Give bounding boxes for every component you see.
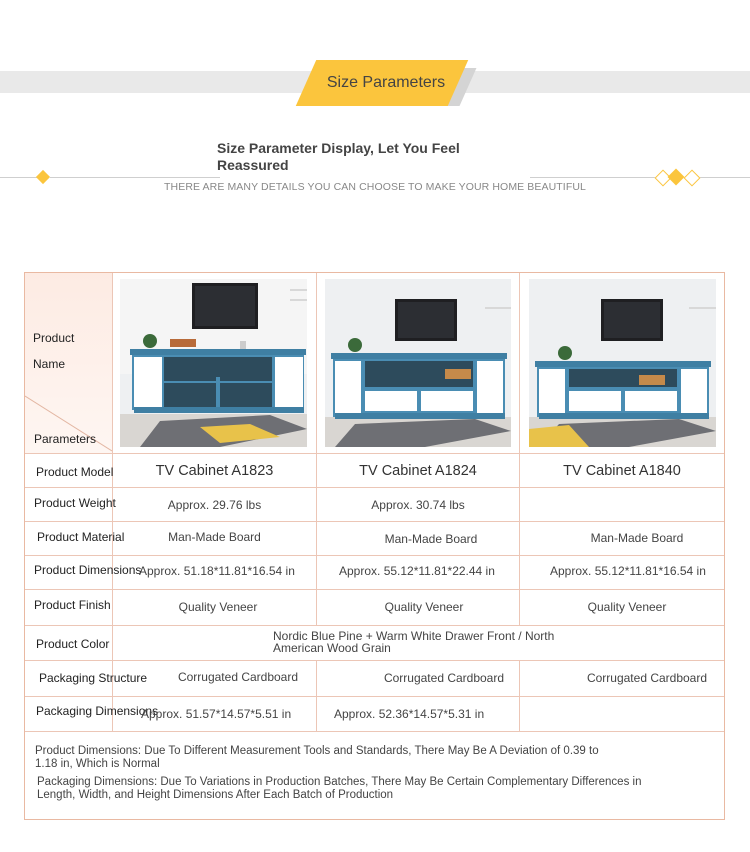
color-value xyxy=(273,630,554,654)
row-divider xyxy=(25,521,724,522)
note-2-line-1: Packaging Dimensions: Due To Variations in Production Batches, There May Be Certain Complementary Differences in xyxy=(37,776,642,788)
product-photo-a1823 xyxy=(120,279,307,447)
row-divider xyxy=(25,625,724,626)
row-divider xyxy=(25,660,724,661)
dimensions-a1823: Approx. 51.18*11.81*16.54 in xyxy=(139,564,295,578)
product-photo-a1824 xyxy=(325,279,511,447)
packaging-dimensions-a1824: Approx. 52.36*14.57*5.31 in xyxy=(334,707,485,721)
label-product-finish: Product Finish xyxy=(34,598,111,612)
color-value-line-1: Nordic Blue Pine + Warm White Drawer Front / North xyxy=(273,629,555,643)
packaging-a1824: Corrugated Cardboard xyxy=(383,671,505,685)
note-2-line-2: Length, Width, and Height Dimensions After Each Batch of Production xyxy=(37,789,394,801)
note-product-dimensions xyxy=(35,745,695,771)
model-a1823: TV Cabinet A1823 xyxy=(155,463,274,479)
tagline: THERE ARE MANY DETAILS YOU CAN CHOOSE TO MAKE YOUR HOME BEAUTIFUL xyxy=(164,181,586,193)
left-divider xyxy=(0,177,40,178)
row-divider xyxy=(25,589,724,590)
label-packaging-structure: Packaging Structure xyxy=(39,671,148,685)
corner-parameters: Parameters xyxy=(34,432,97,446)
corner-product: Product xyxy=(33,331,75,345)
finish-a1840: Quality Veneer xyxy=(587,600,667,614)
row-divider xyxy=(25,555,724,556)
row-divider xyxy=(25,696,724,697)
right-divider xyxy=(530,177,655,178)
subtitle-line-2: Reassured xyxy=(217,157,289,173)
model-a1824: TV Cabinet A1824 xyxy=(359,463,477,479)
label-product-material: Product Material xyxy=(37,530,125,544)
label-product-model: Product Model xyxy=(36,465,114,479)
material-a1824: Man-Made Board xyxy=(384,532,478,546)
size-parameter-table xyxy=(24,272,725,820)
finish-a1823: Quality Veneer xyxy=(178,600,258,614)
packaging-dimensions-a1823: Approx. 51.57*14.57*5.51 in xyxy=(141,707,292,721)
row-divider xyxy=(25,731,724,732)
model-a1840: TV Cabinet A1840 xyxy=(563,463,681,479)
material-a1840: Man-Made Board xyxy=(590,531,684,545)
note-1-line-2: 1.18 in, Which is Normal xyxy=(35,758,160,770)
note-1-line-1: Product Dimensions: Due To Different Measurement Tools and Standards, There May Be A Deviation of 0.39 to xyxy=(35,745,599,757)
row-divider xyxy=(25,487,724,488)
row-divider xyxy=(25,453,724,454)
label-product-weight: Product Weight xyxy=(34,496,116,510)
dimensions-a1840: Approx. 55.12*11.81*16.54 in xyxy=(550,564,706,578)
product-photo-a1840 xyxy=(529,279,716,447)
packaging-a1823: Corrugated Cardboard xyxy=(177,670,299,684)
column-divider-3 xyxy=(519,273,520,625)
note-packaging-dimensions xyxy=(37,776,697,802)
banner-title: Size Parameters xyxy=(326,74,446,91)
section-subtitle xyxy=(217,140,517,174)
dimensions-a1824: Approx. 55.12*11.81*22.44 in xyxy=(339,564,495,578)
packaging-a1840: Corrugated Cardboard xyxy=(586,671,708,685)
finish-a1824: Quality Veneer xyxy=(384,600,464,614)
label-product-dimensions: Product Dimensions xyxy=(34,563,142,577)
weight-a1823: Approx. 29.76 lbs xyxy=(167,498,262,512)
label-product-color: Product Color xyxy=(36,637,110,651)
label-packaging-dimensions: Packaging Dimensions xyxy=(36,704,159,718)
left-divider-2 xyxy=(50,177,220,178)
material-a1823: Man-Made Board xyxy=(168,530,261,544)
weight-a1824: Approx. 30.74 lbs xyxy=(371,498,465,512)
corner-name: Name xyxy=(33,357,66,371)
right-divider-2 xyxy=(700,177,750,178)
subtitle-line-1: Size Parameter Display, Let You Feel xyxy=(217,140,460,156)
column-divider-2 xyxy=(316,273,317,625)
color-value-line-2: American Wood Grain xyxy=(273,641,391,655)
